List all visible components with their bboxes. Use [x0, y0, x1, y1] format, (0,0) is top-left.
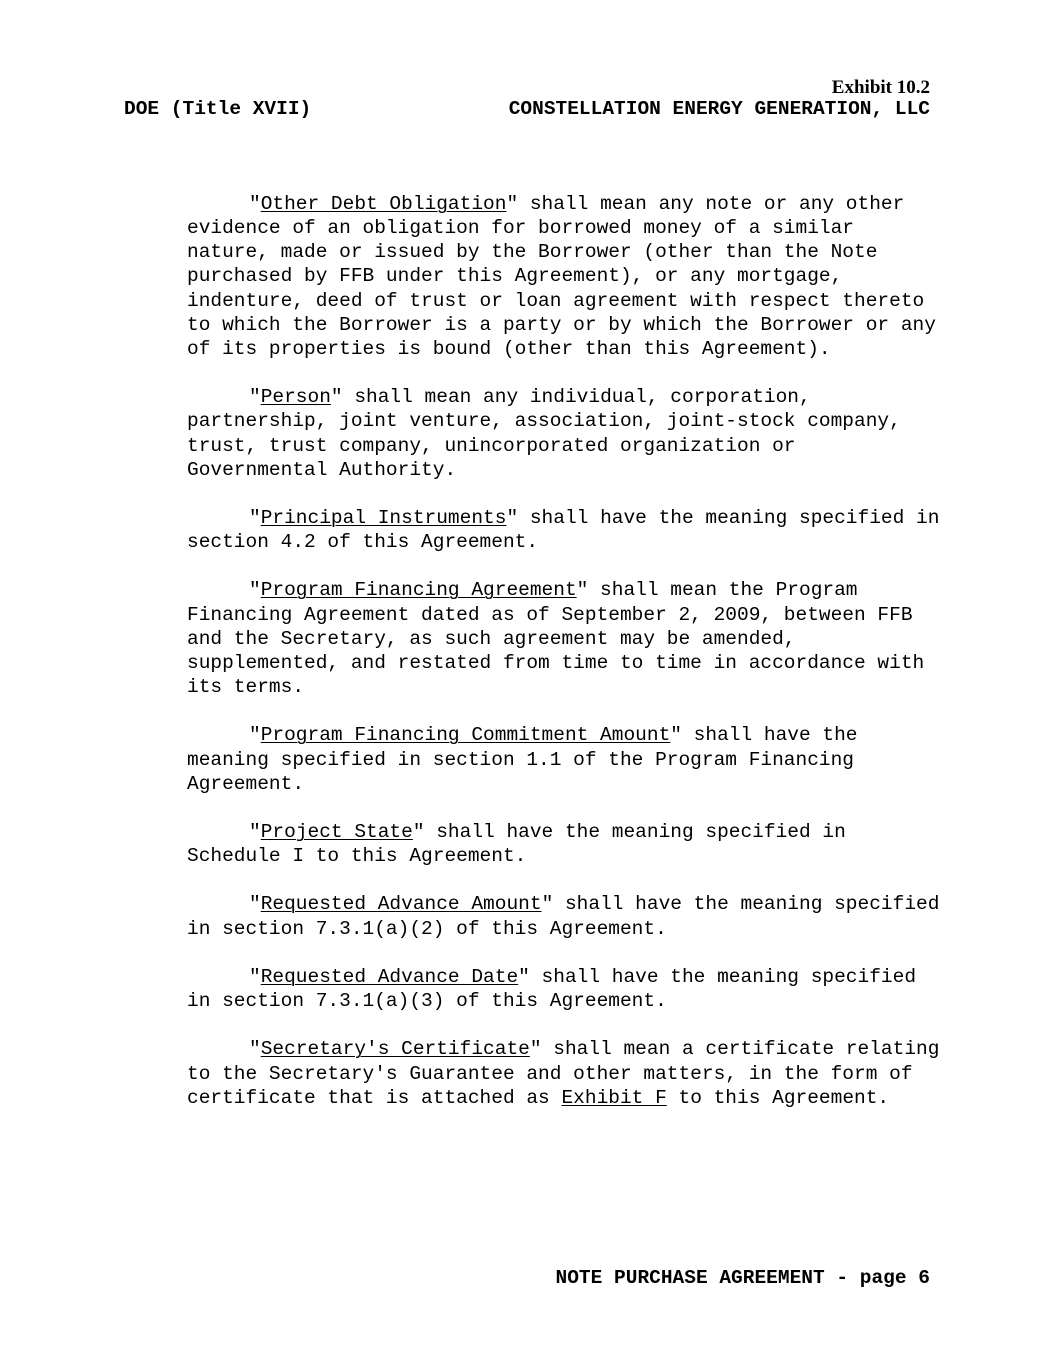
- definition-text: " shall have the meaning specified in section 7.3.1(a)(3) of this Agreement.: [187, 965, 917, 1013]
- open-quote: ": [249, 724, 261, 747]
- definition-principal-instruments: [187, 506, 947, 554]
- defined-term: Program Financing Commitment Amount: [260, 724, 671, 747]
- definition-requested-advance-date: [187, 965, 947, 1013]
- definition-requested-advance-amount: [187, 892, 947, 940]
- defined-term: Project State: [260, 820, 413, 843]
- definition-text: " shall have the meaning specified in section 4.2 of this Agreement.: [187, 507, 940, 554]
- page-header: [124, 98, 930, 120]
- definition-program-financing-agreement: [187, 578, 947, 699]
- defined-term: Person: [260, 386, 331, 409]
- definition-text-after: to this Agreement.: [666, 1086, 890, 1109]
- defined-term: Requested Advance Amount: [260, 893, 542, 916]
- defined-term: Requested Advance Date: [260, 965, 519, 988]
- exhibit-label: Exhibit 10.2: [831, 77, 930, 98]
- open-quote: ": [249, 193, 261, 215]
- definition-person: [187, 385, 947, 482]
- defined-term: Secretary's Certificate: [260, 1038, 530, 1061]
- definition-text: " shall have the meaning specified in section 7.3.1(a)(2) of this Agreement.: [187, 893, 940, 940]
- open-quote: ": [249, 386, 261, 409]
- header-right: CONSTELLATION ENERGY GENERATION, LLC: [508, 98, 930, 120]
- definition-text: " shall mean the Program Financing Agreement dated as of September 2, 2009, between FFB and the Secretary, as such agreement may be amended, supplemented, and restated from time to time in accordance with its terms.: [187, 579, 925, 699]
- open-quote: ": [249, 507, 261, 529]
- definition-secretarys-certificate: [187, 1037, 947, 1109]
- open-quote: ": [249, 965, 261, 988]
- definition-project-state: [187, 820, 947, 868]
- defined-term: Other Debt Obligation: [260, 193, 507, 215]
- definition-text: " shall mean any note or any other evidence of an obligation for borrowed money of a similar nature, made or issued by the Borrower (other than the Note purchased by FFB under this Agreement), or any mortgage, indenture, deed of trust or loan agreement with respect thereto to which the Borrower is a party or by which the Borrower or any of its properties is bound (other than this Agreement).: [187, 193, 936, 360]
- open-quote: ": [249, 579, 261, 602]
- open-quote: ": [249, 1038, 261, 1061]
- exhibit-f-reference: Exhibit F: [561, 1086, 667, 1109]
- open-quote: ": [249, 820, 261, 843]
- defined-term: Program Financing Agreement: [260, 579, 577, 602]
- definition-text: " shall mean any individual, corporation, partnership, joint venture, association, joint-stock company, trust, trust company, unincorporated organization or Governmental Authority.: [187, 386, 901, 481]
- definition-text: " shall mean a certificate relating to the Secretary's Guarantee and other matters, in the form of certificate that is attached as: [187, 1038, 940, 1109]
- definition-other-debt-obligation: [187, 192, 947, 361]
- header-left: DOE (Title XVII): [124, 98, 312, 120]
- definition-program-financing-commitment-amount: [187, 723, 947, 795]
- open-quote: ": [249, 893, 261, 916]
- definition-text: " shall have the meaning specified in Schedule I to this Agreement.: [187, 820, 846, 868]
- defined-term: Principal Instruments: [260, 507, 507, 529]
- page-footer: NOTE PURCHASE AGREEMENT - page 6: [555, 1267, 930, 1289]
- definitions-list: [187, 192, 947, 1134]
- definition-text: " shall have the meaning specified in section 1.1 of the Program Financing Agreement.: [187, 724, 858, 795]
